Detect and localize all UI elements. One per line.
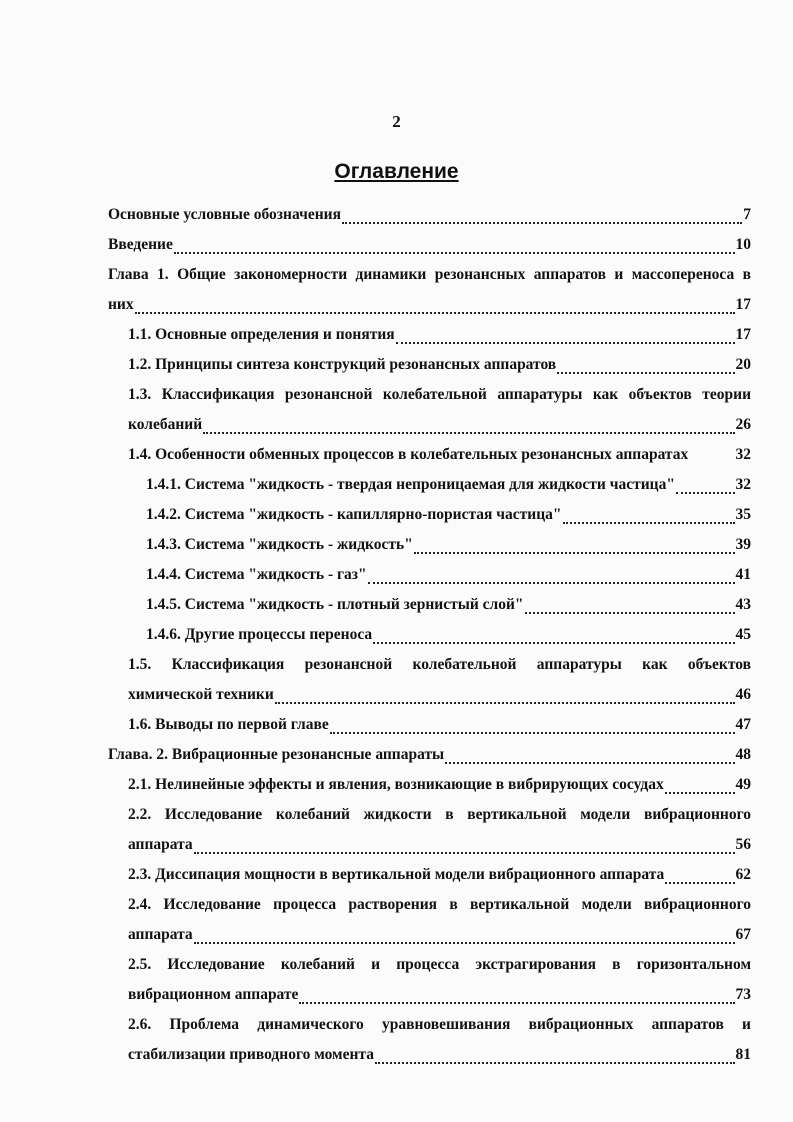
toc-entry-label: 1.4.6. Другие процессы переноса xyxy=(146,626,373,643)
toc-entry-page: 32 xyxy=(735,446,751,463)
toc-entry-page: 20 xyxy=(735,356,751,373)
toc-entry[interactable] xyxy=(108,320,751,350)
toc-entry[interactable] xyxy=(108,650,751,710)
toc-entry[interactable] xyxy=(108,740,751,770)
toc-entry-label: аппарата xyxy=(128,836,193,853)
toc-entry[interactable] xyxy=(108,560,751,590)
toc-entry-page: 62 xyxy=(735,866,751,883)
toc-entry-page: 39 xyxy=(735,536,751,553)
toc-entry-page: 41 xyxy=(735,566,751,583)
toc-entry-page: 43 xyxy=(735,596,751,613)
toc-entry-page: 67 xyxy=(735,926,751,943)
toc-entry-label: 1.4.4. Система "жидкость - газ" xyxy=(146,566,367,583)
toc-entry-page: 56 xyxy=(735,836,751,853)
toc-entry-label: Основные условные обозначения xyxy=(108,206,341,223)
toc-entry[interactable] xyxy=(108,860,751,890)
toc-entry-label: химической техники xyxy=(128,686,274,703)
toc-entry-page: 17 xyxy=(735,296,751,313)
toc-entry-label: колебаний xyxy=(128,416,203,433)
leader-dots xyxy=(135,312,735,314)
leader-dots xyxy=(373,642,734,644)
toc-entry[interactable] xyxy=(108,230,751,260)
toc-entry-page: 10 xyxy=(735,236,751,253)
leader-dots xyxy=(194,852,735,854)
leader-dots xyxy=(445,762,734,764)
leader-dots xyxy=(368,582,735,584)
toc-entry-page: 49 xyxy=(735,776,751,793)
page-title: Оглавление xyxy=(334,160,459,183)
toc-entry[interactable] xyxy=(108,620,751,650)
toc-entry-label: 1.4.2. Система "жидкость - капиллярно-пористая частица" xyxy=(146,506,562,523)
toc-entry-page: 26 xyxy=(735,416,751,433)
toc-entry-page: 46 xyxy=(735,686,751,703)
toc-entry-label-line1: 2.2. Исследование колебаний жидкости в вертикальной модели вибрационного xyxy=(128,806,751,823)
toc-entry-page: 81 xyxy=(735,1046,751,1063)
leader-dots xyxy=(275,702,735,704)
toc-entry-label: 1.4.3. Система "жидкость - жидкость" xyxy=(146,536,413,553)
toc-entry[interactable] xyxy=(108,530,751,560)
toc-entry-label: 1.4.5. Система "жидкость - плотный зернистый слой" xyxy=(146,596,524,613)
leader-dots xyxy=(194,942,735,944)
leader-dots xyxy=(375,1062,735,1064)
leader-dots xyxy=(342,222,742,224)
toc-entry-page: 45 xyxy=(735,626,751,643)
leader-dots xyxy=(525,612,735,614)
toc-entry-label: 2.1. Нелинейные эффекты и явления, возникающие в вибрирующих сосудах xyxy=(128,776,664,793)
toc-entry-label: Введение xyxy=(108,236,173,253)
toc-entry-label: вибрационном аппарате xyxy=(128,986,299,1003)
toc-entry-label: 1.2. Принципы синтеза конструкций резонансных аппаратов xyxy=(128,356,557,373)
toc-entry-label-line1: 2.5. Исследование колебаний и процесса экстрагирования в горизонтальном xyxy=(128,956,751,973)
toc-entry[interactable] xyxy=(108,800,751,860)
leader-dots xyxy=(563,522,735,524)
toc-entry[interactable] xyxy=(108,380,751,440)
leader-dots xyxy=(414,552,735,554)
toc-entry[interactable] xyxy=(108,470,751,500)
toc-entry-page: 7 xyxy=(743,206,751,223)
toc-entry[interactable] xyxy=(108,1010,751,1070)
toc-entry[interactable] xyxy=(108,770,751,800)
toc-entry[interactable] xyxy=(108,890,751,950)
toc-entry[interactable] xyxy=(108,710,751,740)
toc-entry-label: 1.4.1. Система "жидкость - твердая непроницаемая для жидкости частица" xyxy=(146,476,675,493)
leader-dots xyxy=(299,1002,734,1004)
toc-entry-label: 2.3. Диссипация мощности в вертикальной модели вибрационного аппарата xyxy=(128,866,665,883)
toc-entry[interactable] xyxy=(108,260,751,320)
toc-entry[interactable] xyxy=(108,500,751,530)
leader-dots xyxy=(676,492,735,494)
toc-entry[interactable] xyxy=(108,440,751,470)
toc-entry-page: 48 xyxy=(735,746,751,763)
toc-entry-label: 1.1. Основные определения и понятия xyxy=(128,326,395,343)
leader-dots xyxy=(396,342,735,344)
toc-entry[interactable] xyxy=(108,950,751,1010)
toc-entry-label-line1: Глава 1. Общие закономерности динамики резонансных аппаратов и массопереноса в xyxy=(108,266,751,283)
toc-entry-page: 17 xyxy=(735,326,751,343)
toc-entry-label-line1: 1.3. Классификация резонансной колебательной аппаратуры как объектов теории xyxy=(128,386,751,403)
page-number: 2 xyxy=(392,112,401,131)
leader-dots xyxy=(330,732,735,734)
leader-dots xyxy=(665,882,734,884)
leader-dots xyxy=(557,372,734,374)
toc-entry-label-line1: 1.5. Классификация резонансной колебательной аппаратуры как объектов xyxy=(128,656,751,673)
toc-entry-page: 47 xyxy=(735,716,751,733)
toc-entry-label: Глава. 2. Вибрационные резонансные аппараты xyxy=(108,746,445,763)
toc-entry-label-line1: 2.4. Исследование процесса растворения в вертикальной модели вибрационного xyxy=(128,896,751,913)
toc-entry[interactable] xyxy=(108,590,751,620)
toc-entry-label: 1.6. Выводы по первой главе xyxy=(128,716,329,733)
table-of-contents xyxy=(108,200,751,1070)
leader-dots xyxy=(203,432,734,434)
toc-entry-label-line1: 2.6. Проблема динамического уравновешивания вибрационных аппаратов и xyxy=(128,1016,751,1033)
toc-entry[interactable] xyxy=(108,200,751,230)
toc-entry-label: аппарата xyxy=(128,926,193,943)
toc-entry-label: 1.4. Особенности обменных процессов в колебательных резонансных аппаратах xyxy=(128,446,689,463)
toc-entry-label: стабилизации приводного момента xyxy=(128,1046,374,1063)
toc-entry-page: 32 xyxy=(735,476,751,493)
toc-entry[interactable] xyxy=(108,350,751,380)
toc-entry-page: 73 xyxy=(735,986,751,1003)
toc-entry-label: них xyxy=(108,296,134,313)
toc-entry-page: 35 xyxy=(735,506,751,523)
leader-dots xyxy=(174,252,735,254)
leader-dots xyxy=(665,792,735,794)
